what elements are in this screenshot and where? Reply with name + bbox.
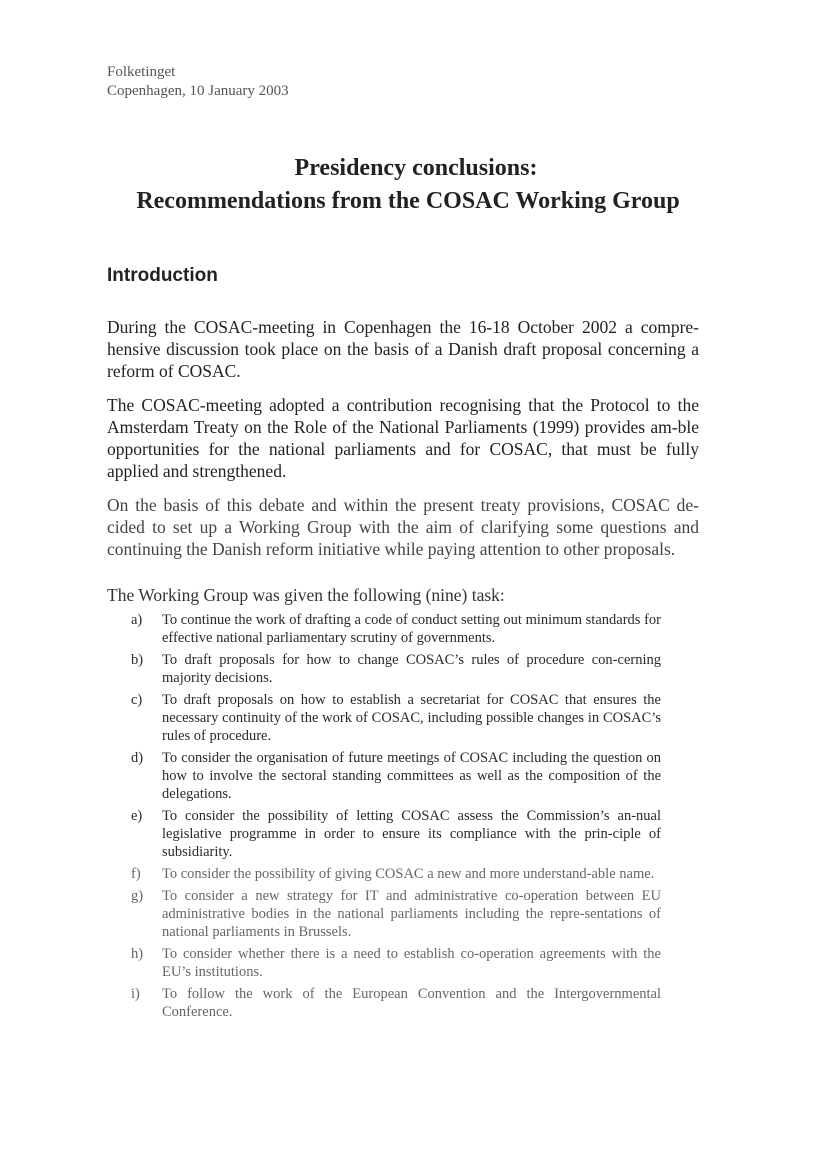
task-item: [131, 611, 661, 647]
task-text: To consider the possibility of letting COSAC assess the Commission’s an-nual legislative programme in order to ensure its compliance with the prin-ciple of subsidiarity.: [162, 808, 661, 860]
section-heading-introduction: Introduction: [107, 265, 218, 286]
task-marker: d): [131, 750, 144, 766]
task-item: [131, 749, 661, 803]
task-marker: a): [131, 612, 143, 628]
task-marker: e): [131, 808, 143, 824]
task-item: [131, 691, 661, 745]
task-item: [131, 945, 661, 981]
task-marker: h): [131, 946, 144, 962]
task-item: [131, 865, 661, 883]
task-text: To consider whether there is a need to establish co-operation agreements with the EU’s institutions.: [162, 946, 661, 980]
letterhead: [107, 63, 289, 101]
task-item: [131, 985, 661, 1021]
document-title: [0, 152, 832, 218]
task-text: To draft proposals for how to change COSAC’s rules of procedure con-cerning majority decisions.: [162, 652, 661, 686]
title-line-1: Presidency conclusions:: [294, 155, 538, 181]
title-line-2: Recommendations from the COSAC Working Group: [136, 188, 680, 214]
task-marker: c): [131, 692, 143, 708]
paragraph-4-task-intro: The Working Group was given the following (nine) task:: [107, 585, 505, 605]
task-text: To continue the work of drafting a code of conduct setting out minimum standards for effective national parliamentary scrutiny of governments.: [162, 612, 661, 646]
task-text: To follow the work of the European Convention and the Intergovernmental Conference.: [162, 986, 661, 1020]
organisation-name: Folketinget: [107, 64, 176, 80]
task-text: To consider a new strategy for IT and administrative co-operation between EU administrative bodies in the national parliaments including the repre-sentations of national parliaments in Brussels.: [162, 888, 661, 940]
task-marker: i): [131, 986, 140, 1002]
task-item: [131, 887, 661, 941]
task-marker: b): [131, 652, 144, 668]
task-text: To consider the possibility of giving COSAC a new and more understand-able name.: [162, 866, 655, 882]
task-item: [131, 651, 661, 687]
task-marker: f): [131, 866, 141, 882]
place-and-date: Copenhagen, 10 January 2003: [107, 83, 289, 99]
paragraph-1: During the COSAC-meeting in Copenhagen the 16-18 October 2002 a compre-hensive discussion took place on the basis of a Danish draft proposal concerning a reform of COSAC.: [107, 317, 699, 381]
task-text: To draft proposals on how to establish a secretariat for COSAC that ensures the necessary continuity of the work of COSAC, including possible changes in COSAC’s rules of procedure.: [162, 692, 661, 744]
task-marker: g): [131, 888, 144, 904]
paragraph-3: On the basis of this debate and within the present treaty provisions, COSAC de-cided to set up a Working Group with the aim of clarifying some questions and continuing the Danish reform initiative while paying attention to other proposals.: [107, 495, 699, 559]
paragraph-2: The COSAC-meeting adopted a contribution recognising that the Protocol to the Amsterdam Treaty on the Role of the National Parliaments (1999) provides am-ble opportunities for the national parliaments and for COSAC, that must be fully applied and strengthened.: [107, 395, 699, 481]
task-list: [131, 611, 661, 1025]
task-text: To consider the organisation of future meetings of COSAC including the question on how to involve the sectoral standing committees as well as the composition of the delegations.: [162, 750, 661, 802]
task-item: [131, 807, 661, 861]
